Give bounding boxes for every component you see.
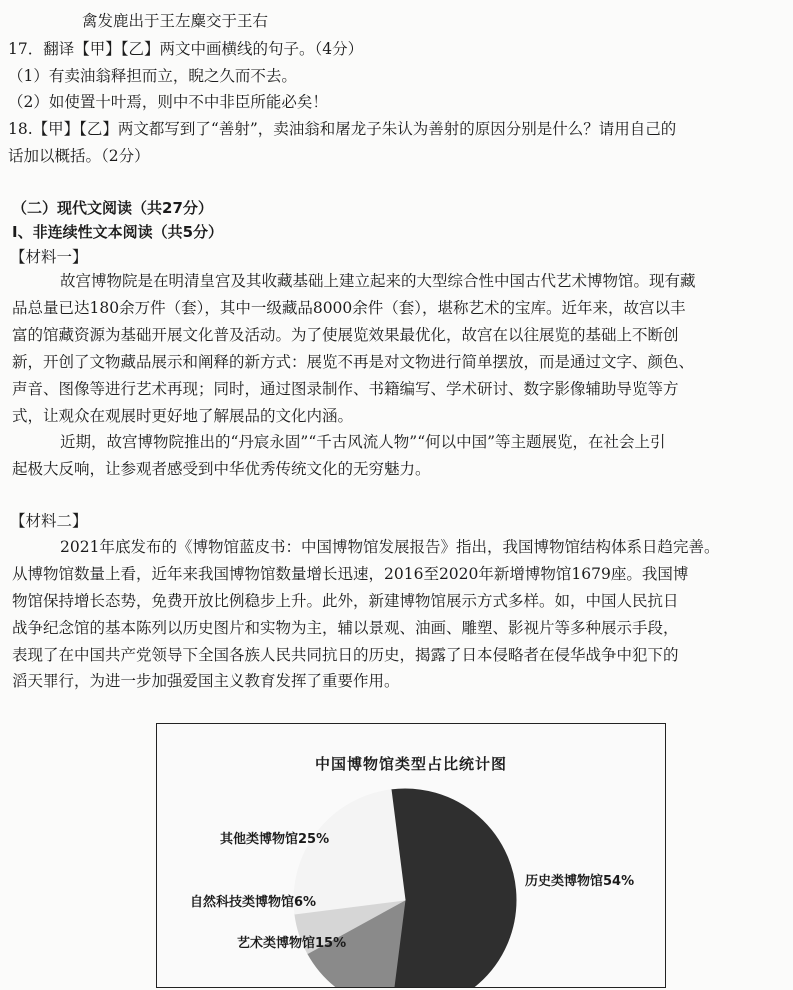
material-1-line: 起极大反响，让参观者感受到中华优秀传统文化的无穷魅力。: [12, 460, 431, 478]
material-2-line: 物馆保持增长态势，免费开放比例稳步上升。此外，新建博物馆展示方式多样。如，中国人民抗日: [12, 592, 679, 610]
chart-title: 中国博物馆类型占比统计图: [314, 755, 507, 773]
material-2-line: 2021年底发布的《博物馆蓝皮书：中国博物馆发展报告》指出，我国博物馆结构体系日趋完善。: [60, 538, 720, 556]
material-1-line: 故宫博物院是在明清皇宫及其收藏基础上建立起来的大型综合性中国古代艺术博物馆。现有藏: [60, 272, 696, 290]
question-17: 17．翻译【甲】【乙】两文中画横线的句子。（4分）: [8, 40, 364, 58]
question-17-sub-2: （2）如使置十叶焉，则中不中非臣所能必矣！: [8, 93, 328, 111]
slice-label-other: 其他类博物馆25%: [220, 832, 330, 847]
slice-label-history: 历史类博物馆54%: [525, 874, 635, 889]
slice-label-science: 自然科技类博物馆6%: [190, 895, 317, 910]
material-1-line: 近期，故宫博物院推出的“丹宸永固”“千古风流人物”“何以中国”等主题展览，在社会上引: [60, 433, 666, 451]
pie-slice-history: [391, 789, 516, 987]
question-18-line-1: 18.【甲】【乙】两文都写到了“善射”，卖油翁和屠龙子朱认为善射的原因分别是什么？请用自己的: [8, 120, 677, 138]
material-2-line: 从博物馆数量上看，近年来我国博物馆数量增长迅速，2016至2020年新增博物馆1679座。我国博: [12, 565, 689, 583]
material-1-line: 式，让观众在观展时更好地了解展品的文化内涵。: [12, 407, 354, 425]
section-subtitle: Ⅰ、非连续性文本阅读（共5分）: [12, 223, 224, 241]
material-2-line: 表现了在中国共产党领导下全国各族人民共同抗日的历史，揭露了日本侵略者在侵华战争中犯下的: [12, 646, 679, 664]
material-1-line: 富的馆藏资源为基础开展文化普及活动。为了使展览效果最优化，故宫在以往展览的基础上不断创: [12, 326, 679, 344]
material-1-line: 声音、图像等进行艺术再现；同时，通过图录制作、书籍编写、学术研讨、数字影像辅助导览等方: [12, 380, 679, 398]
question-18-line-2: 话加以概括。（2分）: [8, 147, 150, 165]
section-title: （二）现代文阅读（共27分）: [12, 199, 213, 217]
pie-chart-svg: [157, 724, 665, 987]
material-1-line: 品总量已达180余万件（套），其中一级藏品8000余件（套），堪称艺术的宝库。近年来，故宫以丰: [12, 299, 686, 317]
material-1-label: 【材料一】: [10, 248, 88, 266]
header-fragment: 禽发鹿出于王左麋交于王右: [82, 12, 269, 30]
material-2-line: 战争纪念馆的基本陈列以历史图片和实物为主，辅以景观、油画、雕塑、影视片等多种展示手段，: [12, 619, 679, 637]
material-1-line: 新，开创了文物藏品展示和阐释的新方式：展览不再是对文物进行简单摆放，而是通过文字、颜色、: [12, 353, 695, 371]
question-17-sub-1: （1）有卖油翁释担而立，睨之久而不去。: [8, 67, 297, 85]
material-2-line: 滔天罪行，为进一步加强爱国主义教育发挥了重要作用。: [12, 672, 400, 690]
pie-chart: [156, 723, 666, 988]
material-2-label: 【材料二】: [10, 512, 88, 530]
slice-label-art: 艺术类博物馆15%: [237, 936, 347, 951]
